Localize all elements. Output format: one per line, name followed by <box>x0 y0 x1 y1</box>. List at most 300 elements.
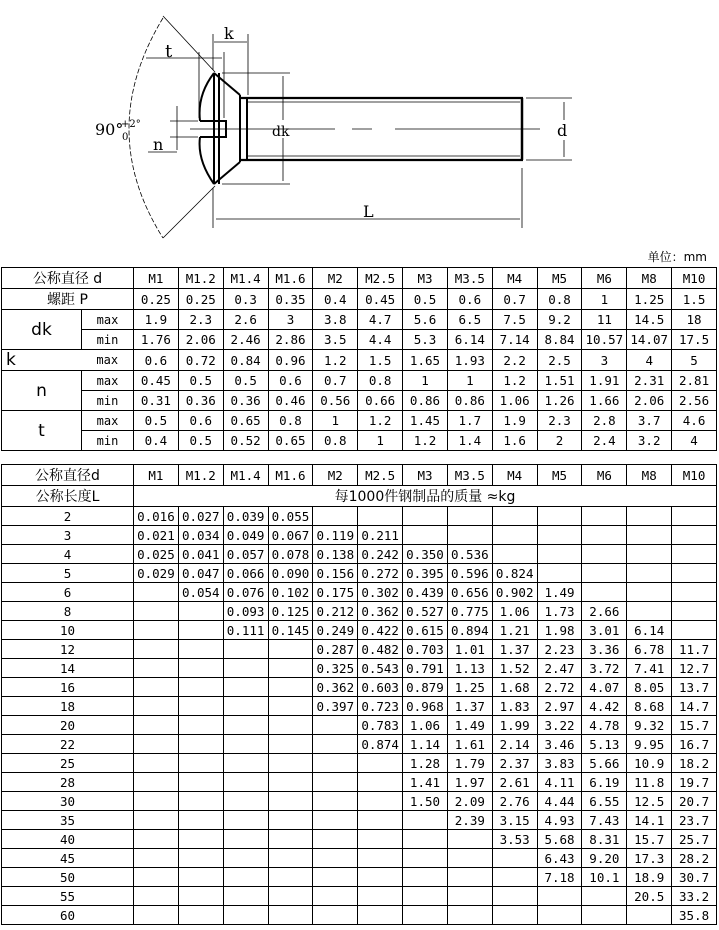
value-cell: 1.2 <box>492 371 537 391</box>
mass-value-cell <box>403 526 448 545</box>
mass-value-cell <box>134 830 179 849</box>
label-k: k <box>224 24 234 43</box>
mass-value-cell: 3.83 <box>537 754 582 773</box>
mass-value-cell: 0.125 <box>268 602 313 621</box>
k-max-row <box>2 350 717 371</box>
table-row <box>2 621 717 640</box>
mass-value-cell: 0.536 <box>447 545 492 564</box>
mass-value-cell <box>358 792 403 811</box>
table-row <box>2 545 717 564</box>
mass-value-cell <box>447 849 492 868</box>
mass-value-cell: 10.1 <box>582 868 627 887</box>
mass-value-cell <box>134 640 179 659</box>
mass-value-cell <box>358 906 403 925</box>
value-cell: 2.86 <box>268 330 313 350</box>
value-cell: 3.7 <box>627 411 672 431</box>
mass-value-cell <box>268 868 313 887</box>
mass-value-cell <box>313 830 358 849</box>
mass-value-cell: 0.703 <box>403 640 448 659</box>
mass-value-cell: 0.212 <box>313 602 358 621</box>
mass-value-cell <box>313 906 358 925</box>
mass-value-cell: 0.439 <box>403 583 448 602</box>
mass-value-cell: 0.119 <box>313 526 358 545</box>
mass-value-cell <box>178 716 223 735</box>
value-cell: 8.84 <box>537 330 582 350</box>
mass-value-cell: 0.175 <box>313 583 358 602</box>
unit-label: 单位：mm <box>647 250 707 264</box>
mass-value-cell: 0.325 <box>313 659 358 678</box>
value-cell: 0.25 <box>178 289 223 310</box>
mass-value-cell <box>223 868 268 887</box>
size-header: M3.5 <box>447 268 492 289</box>
size-header: M1 <box>134 268 179 289</box>
label-angle: 90° <box>95 120 124 139</box>
mass-value-cell: 25.7 <box>672 830 717 849</box>
value-cell: 1.91 <box>582 371 627 391</box>
value-cell: 14.07 <box>627 330 672 350</box>
mass-value-cell <box>134 602 179 621</box>
pitch-row <box>2 289 717 310</box>
mass-value-cell: 2.37 <box>492 754 537 773</box>
length-cell: 20 <box>2 716 134 735</box>
value-cell: 0.66 <box>358 391 403 411</box>
mass-value-cell <box>223 678 268 697</box>
mass-value-cell <box>447 868 492 887</box>
value-cell: 2.2 <box>492 350 537 371</box>
size-header-row <box>2 268 717 289</box>
value-cell: 0.6 <box>134 350 179 371</box>
size-header: M3 <box>403 268 448 289</box>
value-cell: 2.06 <box>627 391 672 411</box>
value-cell: 0.5 <box>178 371 223 391</box>
mass-value-cell <box>268 678 313 697</box>
value-cell: 7.14 <box>492 330 537 350</box>
mass-value-cell: 0.287 <box>313 640 358 659</box>
size-header: M1.6 <box>268 268 313 289</box>
value-cell: 0.56 <box>313 391 358 411</box>
value-cell: 0.6 <box>447 289 492 310</box>
mass-value-cell: 0.027 <box>178 507 223 526</box>
mass-value-cell <box>627 507 672 526</box>
mass-value-cell <box>582 526 627 545</box>
mass-value-cell <box>223 792 268 811</box>
mass-value-cell: 6.78 <box>627 640 672 659</box>
size-header: M2 <box>313 465 358 486</box>
table-row <box>2 849 717 868</box>
length-cell: 8 <box>2 602 134 621</box>
mass-value-cell <box>672 545 717 564</box>
mass-value-cell <box>672 507 717 526</box>
mass-value-cell: 0.302 <box>358 583 403 602</box>
mass-value-cell <box>403 830 448 849</box>
mass-value-cell: 3.22 <box>537 716 582 735</box>
mass-value-cell: 2.14 <box>492 735 537 754</box>
value-cell: 0.8 <box>358 371 403 391</box>
mass-value-cell <box>178 621 223 640</box>
value-cell: 0.31 <box>134 391 179 411</box>
mass-value-cell: 17.3 <box>627 849 672 868</box>
mass-value-cell: 1.21 <box>492 621 537 640</box>
mass-value-cell: 2.23 <box>537 640 582 659</box>
mass-value-cell <box>134 697 179 716</box>
mass-value-cell: 2.76 <box>492 792 537 811</box>
mass-value-cell <box>627 545 672 564</box>
mass-value-cell <box>537 887 582 906</box>
value-cell: 0.65 <box>223 411 268 431</box>
value-cell: 2 <box>537 431 582 451</box>
label-dk: dk <box>272 124 290 140</box>
table-row <box>2 830 717 849</box>
mass-value-cell <box>492 507 537 526</box>
mass-value-cell: 12.5 <box>627 792 672 811</box>
mass-value-cell <box>313 507 358 526</box>
mass-value-cell <box>582 887 627 906</box>
mass-value-cell: 9.95 <box>627 735 672 754</box>
mass-value-cell: 11.8 <box>627 773 672 792</box>
value-cell: 0.36 <box>178 391 223 411</box>
value-cell: 3.2 <box>627 431 672 451</box>
value-cell: 0.8 <box>537 289 582 310</box>
value-cell: 11 <box>582 310 627 330</box>
mass-value-cell: 0.145 <box>268 621 313 640</box>
value-cell: 1.2 <box>313 350 358 371</box>
value-cell: 0.46 <box>268 391 313 411</box>
value-cell: 2.06 <box>178 330 223 350</box>
value-cell: 1 <box>582 289 627 310</box>
mass-value-cell: 0.879 <box>403 678 448 697</box>
mass-value-cell: 0.093 <box>223 602 268 621</box>
mass-value-cell <box>537 526 582 545</box>
mass-value-cell <box>178 602 223 621</box>
mass-value-cell: 7.43 <box>582 811 627 830</box>
table-row <box>2 659 717 678</box>
size-header: M8 <box>627 465 672 486</box>
mass-value-cell: 0.422 <box>358 621 403 640</box>
mass-value-cell: 2.09 <box>447 792 492 811</box>
value-cell: 2.56 <box>672 391 717 411</box>
mass-value-cell <box>537 545 582 564</box>
mass-value-cell: 3.15 <box>492 811 537 830</box>
mass-value-cell <box>268 811 313 830</box>
value-cell: 7.5 <box>492 310 537 330</box>
length-cell: 25 <box>2 754 134 773</box>
length-cell: 40 <box>2 830 134 849</box>
mass-value-cell <box>223 659 268 678</box>
mass-value-cell: 1.83 <box>492 697 537 716</box>
value-cell: 0.36 <box>223 391 268 411</box>
nominal-diameter-header: 公称直径d <box>2 465 134 486</box>
mass-value-cell: 1.98 <box>537 621 582 640</box>
mass-value-cell: 20.7 <box>672 792 717 811</box>
mass-value-cell: 0.824 <box>492 564 537 583</box>
label-t: t <box>165 41 173 62</box>
value-cell: 6.5 <box>447 310 492 330</box>
value-cell: 0.84 <box>223 350 268 371</box>
param-label: t <box>2 411 82 451</box>
table-row <box>2 678 717 697</box>
mass-value-cell: 3.01 <box>582 621 627 640</box>
mass-value-cell: 0.350 <box>403 545 448 564</box>
mass-value-cell: 0.138 <box>313 545 358 564</box>
mass-value-cell <box>313 773 358 792</box>
mass-value-cell <box>178 830 223 849</box>
mass-value-cell: 5.66 <box>582 754 627 773</box>
t-max-row <box>2 411 717 431</box>
mass-value-cell <box>223 735 268 754</box>
mass-table-body <box>2 507 717 925</box>
mass-value-cell <box>134 792 179 811</box>
mass-value-cell: 1.41 <box>403 773 448 792</box>
mass-value-cell: 0.902 <box>492 583 537 602</box>
mass-value-cell <box>134 868 179 887</box>
mass-value-cell <box>582 545 627 564</box>
value-cell: 2.3 <box>178 310 223 330</box>
size-header: M6 <box>582 465 627 486</box>
mass-value-cell: 4.93 <box>537 811 582 830</box>
value-cell: 2.4 <box>582 431 627 451</box>
mass-value-cell: 0.615 <box>403 621 448 640</box>
value-cell: 1.4 <box>447 431 492 451</box>
mass-value-cell: 0.211 <box>358 526 403 545</box>
value-cell: 1.2 <box>358 411 403 431</box>
mass-value-cell: 5.68 <box>537 830 582 849</box>
mass-value-cell <box>223 754 268 773</box>
mass-value-cell: 1.06 <box>403 716 448 735</box>
mass-value-cell <box>627 526 672 545</box>
value-cell: 0.86 <box>403 391 448 411</box>
mass-value-cell <box>403 507 448 526</box>
mass-value-cell <box>178 906 223 925</box>
value-cell: 2.81 <box>672 371 717 391</box>
mass-value-cell: 0.362 <box>313 678 358 697</box>
param-label: k <box>2 350 82 371</box>
mass-value-cell: 0.047 <box>178 564 223 583</box>
param-label: 螺距 P <box>2 289 134 310</box>
mass-caption: 每1000件钢制品的质量 ≈kg <box>134 486 717 507</box>
mass-value-cell <box>134 811 179 830</box>
value-cell: 1 <box>403 371 448 391</box>
length-cell: 3 <box>2 526 134 545</box>
table-row <box>2 697 717 716</box>
mass-value-cell: 6.43 <box>537 849 582 868</box>
mass-value-cell <box>178 640 223 659</box>
mass-value-cell: 1.13 <box>447 659 492 678</box>
length-cell: 45 <box>2 849 134 868</box>
mass-value-cell <box>178 868 223 887</box>
value-cell: 1 <box>447 371 492 391</box>
mass-value-cell <box>223 697 268 716</box>
length-cell: 28 <box>2 773 134 792</box>
n-min-row <box>2 391 717 411</box>
mass-value-cell: 0.543 <box>358 659 403 678</box>
value-cell: 1 <box>313 411 358 431</box>
mass-value-cell <box>582 906 627 925</box>
mass-value-cell: 1.68 <box>492 678 537 697</box>
mass-value-cell <box>358 849 403 868</box>
mass-value-cell <box>313 849 358 868</box>
mass-value-cell <box>178 659 223 678</box>
value-cell: 0.6 <box>178 411 223 431</box>
table-row <box>2 887 717 906</box>
size-header: M10 <box>672 268 717 289</box>
mass-value-cell <box>178 678 223 697</box>
label-d: d <box>557 121 568 140</box>
mass-value-cell: 8.05 <box>627 678 672 697</box>
mass-value-cell: 0.025 <box>134 545 179 564</box>
size-header: M1 <box>134 465 179 486</box>
mass-value-cell <box>313 735 358 754</box>
mass-value-cell: 0.874 <box>358 735 403 754</box>
length-cell: 16 <box>2 678 134 697</box>
mass-value-cell: 0.249 <box>313 621 358 640</box>
param-label: dk <box>2 310 82 350</box>
mass-value-cell: 0.066 <box>223 564 268 583</box>
mass-value-cell <box>492 906 537 925</box>
screw-technical-drawing <box>0 0 719 250</box>
mass-value-cell: 15.7 <box>672 716 717 735</box>
mass-value-cell: 4.44 <box>537 792 582 811</box>
value-cell: 1.6 <box>492 431 537 451</box>
mass-value-cell: 2.97 <box>537 697 582 716</box>
value-cell: 0.65 <box>268 431 313 451</box>
mass-value-cell: 0.527 <box>403 602 448 621</box>
mass-value-cell: 1.25 <box>447 678 492 697</box>
mass-value-cell: 1.97 <box>447 773 492 792</box>
value-cell: 0.6 <box>268 371 313 391</box>
mass-value-cell <box>627 602 672 621</box>
table-row <box>2 716 717 735</box>
mass-value-cell <box>223 773 268 792</box>
mass-value-cell: 20.5 <box>627 887 672 906</box>
mass-value-cell: 7.41 <box>627 659 672 678</box>
mass-value-cell: 4.78 <box>582 716 627 735</box>
mass-value-cell <box>178 735 223 754</box>
mass-value-cell <box>268 792 313 811</box>
table-row <box>2 526 717 545</box>
mass-value-cell: 0.067 <box>268 526 313 545</box>
value-cell: 2.5 <box>537 350 582 371</box>
caption-row <box>2 486 717 507</box>
mass-value-cell: 18.9 <box>627 868 672 887</box>
value-cell: 4.6 <box>672 411 717 431</box>
value-cell: 1.5 <box>358 350 403 371</box>
value-cell: 1.06 <box>492 391 537 411</box>
value-cell: 2.31 <box>627 371 672 391</box>
dk-max-row <box>2 310 717 330</box>
mass-value-cell: 1.14 <box>403 735 448 754</box>
mass-value-cell <box>358 507 403 526</box>
mass-value-cell: 4.07 <box>582 678 627 697</box>
mass-value-cell <box>537 906 582 925</box>
mass-value-cell: 1.73 <box>537 602 582 621</box>
mass-value-cell: 11.7 <box>672 640 717 659</box>
mass-value-cell: 15.7 <box>627 830 672 849</box>
mass-value-cell <box>134 887 179 906</box>
mass-value-cell <box>134 716 179 735</box>
mass-value-cell: 0.054 <box>178 583 223 602</box>
mass-value-cell <box>268 659 313 678</box>
mass-value-cell: 0.894 <box>447 621 492 640</box>
sub-label: min <box>82 391 134 411</box>
size-header: M1.6 <box>268 465 313 486</box>
mass-value-cell <box>134 906 179 925</box>
mass-value-cell: 0.078 <box>268 545 313 564</box>
length-cell: 55 <box>2 887 134 906</box>
mass-value-cell: 6.19 <box>582 773 627 792</box>
mass-value-cell <box>178 754 223 773</box>
value-cell: 0.35 <box>268 289 313 310</box>
mass-value-cell <box>358 754 403 773</box>
mass-value-cell <box>223 830 268 849</box>
mass-value-cell <box>492 526 537 545</box>
table-row <box>2 754 717 773</box>
value-cell: 6.14 <box>447 330 492 350</box>
mass-value-cell: 28.2 <box>672 849 717 868</box>
mass-value-cell <box>447 830 492 849</box>
mass-value-cell <box>223 849 268 868</box>
mass-value-cell: 2.72 <box>537 678 582 697</box>
mass-value-cell: 4.42 <box>582 697 627 716</box>
value-cell: 0.4 <box>313 289 358 310</box>
mass-value-cell <box>268 906 313 925</box>
mass-value-cell: 6.14 <box>627 621 672 640</box>
length-cell: 12 <box>2 640 134 659</box>
mass-value-cell: 1.79 <box>447 754 492 773</box>
mass-value-cell <box>134 773 179 792</box>
mass-value-cell <box>358 868 403 887</box>
length-cell: 35 <box>2 811 134 830</box>
mass-value-cell <box>627 564 672 583</box>
mass-value-cell <box>178 792 223 811</box>
value-cell: 0.5 <box>223 371 268 391</box>
length-cell: 60 <box>2 906 134 925</box>
mass-value-cell: 1.49 <box>537 583 582 602</box>
value-cell: 3.5 <box>313 330 358 350</box>
size-header: M1.2 <box>178 268 223 289</box>
mass-value-cell: 14.1 <box>627 811 672 830</box>
mass-value-cell: 1.28 <box>403 754 448 773</box>
mass-value-cell <box>403 906 448 925</box>
mass-value-cell <box>223 887 268 906</box>
mass-value-cell: 0.076 <box>223 583 268 602</box>
mass-value-cell <box>134 659 179 678</box>
value-cell: 2.8 <box>582 411 627 431</box>
mass-value-cell: 30.7 <box>672 868 717 887</box>
mass-value-cell: 1.49 <box>447 716 492 735</box>
mass-value-cell <box>134 849 179 868</box>
mass-value-cell <box>672 602 717 621</box>
mass-value-cell <box>358 887 403 906</box>
value-cell: 1.66 <box>582 391 627 411</box>
mass-value-cell: 0.049 <box>223 526 268 545</box>
value-cell: 10.57 <box>582 330 627 350</box>
value-cell: 0.5 <box>403 289 448 310</box>
mass-value-cell <box>178 887 223 906</box>
mass-value-cell <box>627 583 672 602</box>
size-header: M1.2 <box>178 465 223 486</box>
value-cell: 0.25 <box>134 289 179 310</box>
value-cell: 0.72 <box>178 350 223 371</box>
mass-value-cell <box>268 830 313 849</box>
nominal-diameter-header: 公称直径 d <box>2 268 134 289</box>
length-cell: 4 <box>2 545 134 564</box>
size-header: M1.4 <box>223 268 268 289</box>
mass-table <box>1 464 717 925</box>
mass-value-cell: 3.46 <box>537 735 582 754</box>
value-cell: 1.65 <box>403 350 448 371</box>
value-cell: 1.25 <box>627 289 672 310</box>
mass-value-cell: 1.61 <box>447 735 492 754</box>
